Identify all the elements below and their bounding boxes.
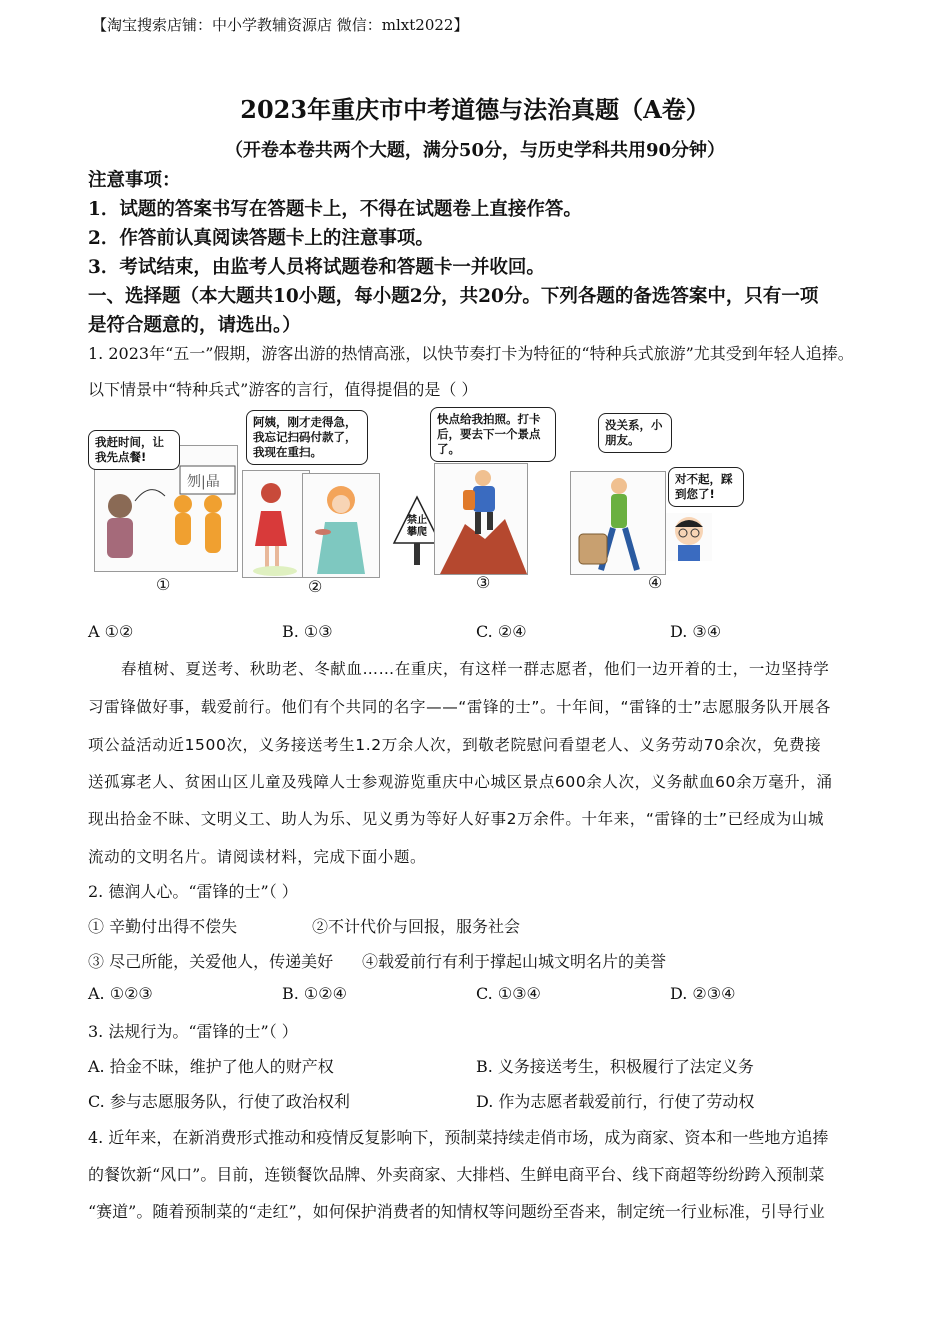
scene-2-speech-bubble: 阿姨，刚才走得急，我忘记扫码付款了，我现在重扫。 bbox=[246, 410, 368, 465]
notice-heading: 注意事项： bbox=[88, 170, 181, 191]
q3-option-c: C. 参与志愿服务队，行使了政治权利 bbox=[88, 1092, 350, 1111]
q2-statement-2: ②不计代价与回报，服务社会 bbox=[312, 917, 521, 936]
material-line: 流动的文明名片。请阅读材料，完成下面小题。 bbox=[88, 848, 427, 866]
q2-option-b: B. ①②④ bbox=[282, 984, 347, 1003]
scene-4-speech-bubble-child: 对不起，踩到您了! bbox=[668, 467, 744, 507]
q2-statement-4: ④载爱前行有利于撑起山城文明名片的美誉 bbox=[362, 952, 667, 971]
q2-statement-1: ① 辛勤付出得不偿失 bbox=[88, 917, 238, 936]
notice-item: 2．作答前认真阅读答题卡上的注意事项。 bbox=[88, 228, 434, 249]
scene-2-panel bbox=[242, 470, 310, 578]
q3-option-b: B. 义务接送考生，积极履行了法定义务 bbox=[476, 1057, 754, 1076]
q3-option-a: A. 拾金不昧，维护了他人的财产权 bbox=[88, 1057, 334, 1076]
scene-4-child-drawing bbox=[666, 513, 712, 561]
q2-option-a: A. ①②③ bbox=[88, 984, 153, 1003]
notice-item: 3．考试结束，由监考人员将试题卷和答题卡一并收回。 bbox=[88, 257, 545, 278]
q1-option-c: C. ②④ bbox=[476, 622, 527, 641]
q2-option-c: C. ①③④ bbox=[476, 984, 541, 1003]
scene-1-number: ① bbox=[156, 575, 171, 594]
q3-stem: 3. 法规行为。“雷锋的士”（ ） bbox=[88, 1022, 298, 1041]
page-title: 2023年重庆市中考道德与法治真题（A卷） bbox=[240, 95, 710, 124]
material-line: 项公益活动近1500次，义务接送考生1.2万余人次，到敬老院慰问看望老人、义务劳动70余次，免费接 bbox=[88, 736, 822, 754]
q1-option-d: D. ③④ bbox=[670, 622, 722, 641]
svg-text:刎|晶: 刎|晶 bbox=[187, 474, 220, 490]
scene-4-child-panel bbox=[666, 513, 712, 561]
scene-4-traveler-drawing bbox=[571, 472, 665, 574]
sign-text: 禁止攀爬 bbox=[407, 515, 427, 538]
header-note: 【淘宝搜索店铺：中小学教辅资源店 微信：mlxt2022】 bbox=[92, 16, 469, 34]
section-heading-cont: 是符合题意的，请选出。） bbox=[88, 315, 301, 336]
material-line: 现出拾金不昧、文明义工、助人为乐、见义勇为等好人好事2万余件。十年来，“雷锋的士”已经成为山城 bbox=[88, 810, 825, 828]
material-line: 送孤寡老人、贫困山区儿童及残障人士参观游览重庆中心城区景点600余人次，义务献血60余万毫升，涌 bbox=[88, 773, 833, 791]
q1-option-a: A ①② bbox=[88, 622, 134, 641]
q4-stem: 4. 近年来，在新消费形式推动和疫情反复影响下，预制菜持续走俏市场，成为商家、资本和一些地方追捧 bbox=[88, 1128, 829, 1147]
notice-item: 1．试题的答案书写在答题卡上，不得在试题卷上直接作答。 bbox=[88, 199, 582, 220]
scene-4-number: ④ bbox=[648, 573, 663, 592]
q2-stem: 2. 德润人心。“雷锋的士”（ ） bbox=[88, 882, 298, 901]
material-line: 春植树、夏送考、秋助老、冬献血……在重庆，有这样一群志愿者，他们一边开着的士，一边坚持学 bbox=[121, 660, 830, 678]
scene-2-auntie-drawing bbox=[303, 474, 379, 577]
q1-stem-cont: 以下情景中“特种兵式”游客的言行，值得提倡的是（ ） bbox=[88, 380, 478, 399]
q4-stem-cont: 的餐饮新“风口”。目前，连锁餐饮品牌、外卖商家、大排档、生鲜电商平台、线下商超等纷纷跨入预制菜 bbox=[88, 1165, 825, 1184]
q1-illustration bbox=[86, 405, 756, 600]
scene-3-speech-bubble: 快点给我拍照。打卡后，要去下一个景点了。 bbox=[430, 407, 556, 462]
scene-2-panel-b bbox=[302, 473, 380, 578]
material-line: 习雷锋做好事，载爱前行。他们有个共同的名字——“雷锋的士”。十年间，“雷锋的士”志愿服务队开展各 bbox=[88, 698, 831, 716]
section-heading: 一、选择题（本大题共10小题，每小题2分，共20分。下列各题的备选答案中，只有一项 bbox=[88, 286, 819, 307]
scene-3-drawing bbox=[435, 464, 527, 574]
scene-2-girl-drawing bbox=[243, 471, 309, 577]
q2-option-d: D. ②③④ bbox=[670, 984, 736, 1003]
q2-statement-3: ③ 尽己所能，关爱他人，传递美好 bbox=[88, 952, 334, 971]
scene-2-number: ② bbox=[308, 577, 323, 596]
page-subtitle: （开卷本卷共两个大题，满分50分，与历史学科共用90分钟） bbox=[224, 140, 726, 161]
scene-3-panel bbox=[434, 463, 528, 575]
scene-4-speech-bubble-adult: 没关系，小朋友。 bbox=[598, 413, 672, 453]
q1-stem: 1. 2023年“五一”假期，游客出游的热情高涨，以快节奏打卡为特征的“特种兵式旅游”尤其受到年轻人追捧。 bbox=[88, 344, 854, 363]
scene-3-number: ③ bbox=[476, 573, 491, 592]
q1-option-b: B. ①③ bbox=[282, 622, 333, 641]
q4-stem-cont: “赛道”。随着预制菜的“走红”，如何保护消费者的知情权等问题纷至沓来，制定统一行业标准，引导行业 bbox=[88, 1202, 825, 1221]
q3-option-d: D. 作为志愿者载爱前行，行使了劳动权 bbox=[476, 1092, 755, 1111]
scene-4-panel bbox=[570, 471, 666, 575]
scene-1-speech-bubble: 我赶时间，让我先点餐! bbox=[88, 430, 180, 470]
